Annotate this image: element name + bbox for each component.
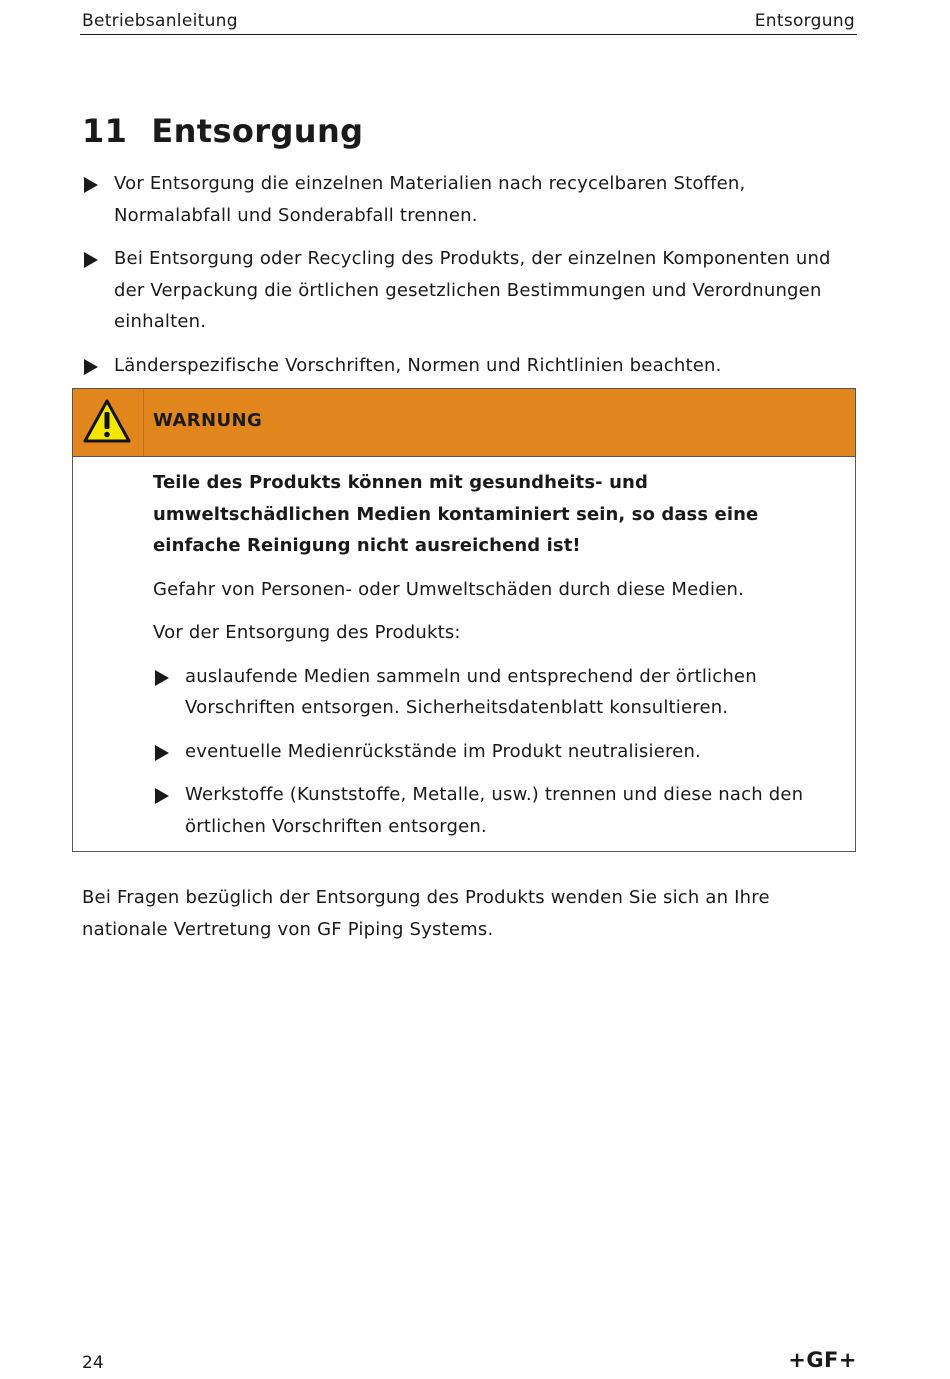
list-item bbox=[82, 168, 852, 231]
instruction-list bbox=[82, 168, 852, 393]
warning-lead: Teile des Produkts können mit gesundheits- und umweltschädlichen Medien kontaminiert sein, so dass eine einfache Reinigung nicht ausreichend ist! bbox=[153, 472, 759, 556]
page-number: 24 bbox=[82, 1353, 104, 1373]
gf-logo: +GF+ bbox=[788, 1348, 857, 1372]
list-item bbox=[82, 243, 852, 338]
warning-step-text: Werkstoffe (Kunststoffe, Metalle, usw.) trennen und diese nach den örtlichen Vorschriften entsorgen. bbox=[185, 784, 804, 837]
list-item bbox=[82, 350, 852, 382]
warning-step bbox=[153, 779, 833, 842]
bullet-arrow-icon bbox=[84, 252, 98, 268]
warning-body bbox=[153, 467, 833, 854]
warning-intro: Vor der Entsorgung des Produkts: bbox=[153, 622, 461, 643]
warning-step bbox=[153, 661, 833, 724]
warning-icon-cell bbox=[73, 389, 144, 456]
chapter-title: Entsorgung bbox=[151, 112, 364, 150]
warning-step bbox=[153, 736, 833, 768]
list-item-text: Bei Entsorgung oder Recycling des Produkts, der einzelnen Komponenten und der Verpackung die örtlichen gesetzlichen Bestimmungen und Verordnungen einhalten. bbox=[114, 248, 831, 332]
bullet-arrow-icon bbox=[155, 670, 169, 686]
bullet-arrow-icon bbox=[84, 177, 98, 193]
warning-title: WARNUNG bbox=[153, 410, 263, 431]
page-header bbox=[80, 10, 857, 35]
warning-triangle-icon bbox=[83, 399, 131, 443]
closing-paragraph: Bei Fragen bezüglich der Entsorgung des Produkts wenden Sie sich an Ihre nationale Vertretung von GF Piping Systems. bbox=[82, 887, 770, 940]
bullet-arrow-icon bbox=[155, 745, 169, 761]
warning-step-text: eventuelle Medienrückstände im Produkt neutralisieren. bbox=[185, 740, 701, 762]
list-item-text: Länderspezifische Vorschriften, Normen und Richtlinien beachten. bbox=[114, 354, 722, 376]
bullet-arrow-icon bbox=[84, 359, 98, 375]
header-section: Entsorgung bbox=[754, 11, 855, 31]
chapter-number: 11 bbox=[82, 112, 128, 150]
warning-header bbox=[73, 389, 855, 457]
header-doc-title: Betriebsanleitung bbox=[82, 11, 238, 31]
list-item-text: Vor Entsorgung die einzelnen Materialien nach recycelbaren Stoffen, Normalabfall und Sonderabfall trennen. bbox=[114, 173, 746, 226]
chapter-heading bbox=[82, 112, 363, 150]
warning-step-text: auslaufende Medien sammeln und entsprechend der örtlichen Vorschriften entsorgen. Sicherheitsdatenblatt konsultieren. bbox=[185, 665, 757, 718]
bullet-arrow-icon bbox=[155, 788, 169, 804]
warning-hazard: Gefahr von Personen- oder Umweltschäden durch diese Medien. bbox=[153, 578, 745, 600]
warning-box bbox=[72, 388, 856, 852]
